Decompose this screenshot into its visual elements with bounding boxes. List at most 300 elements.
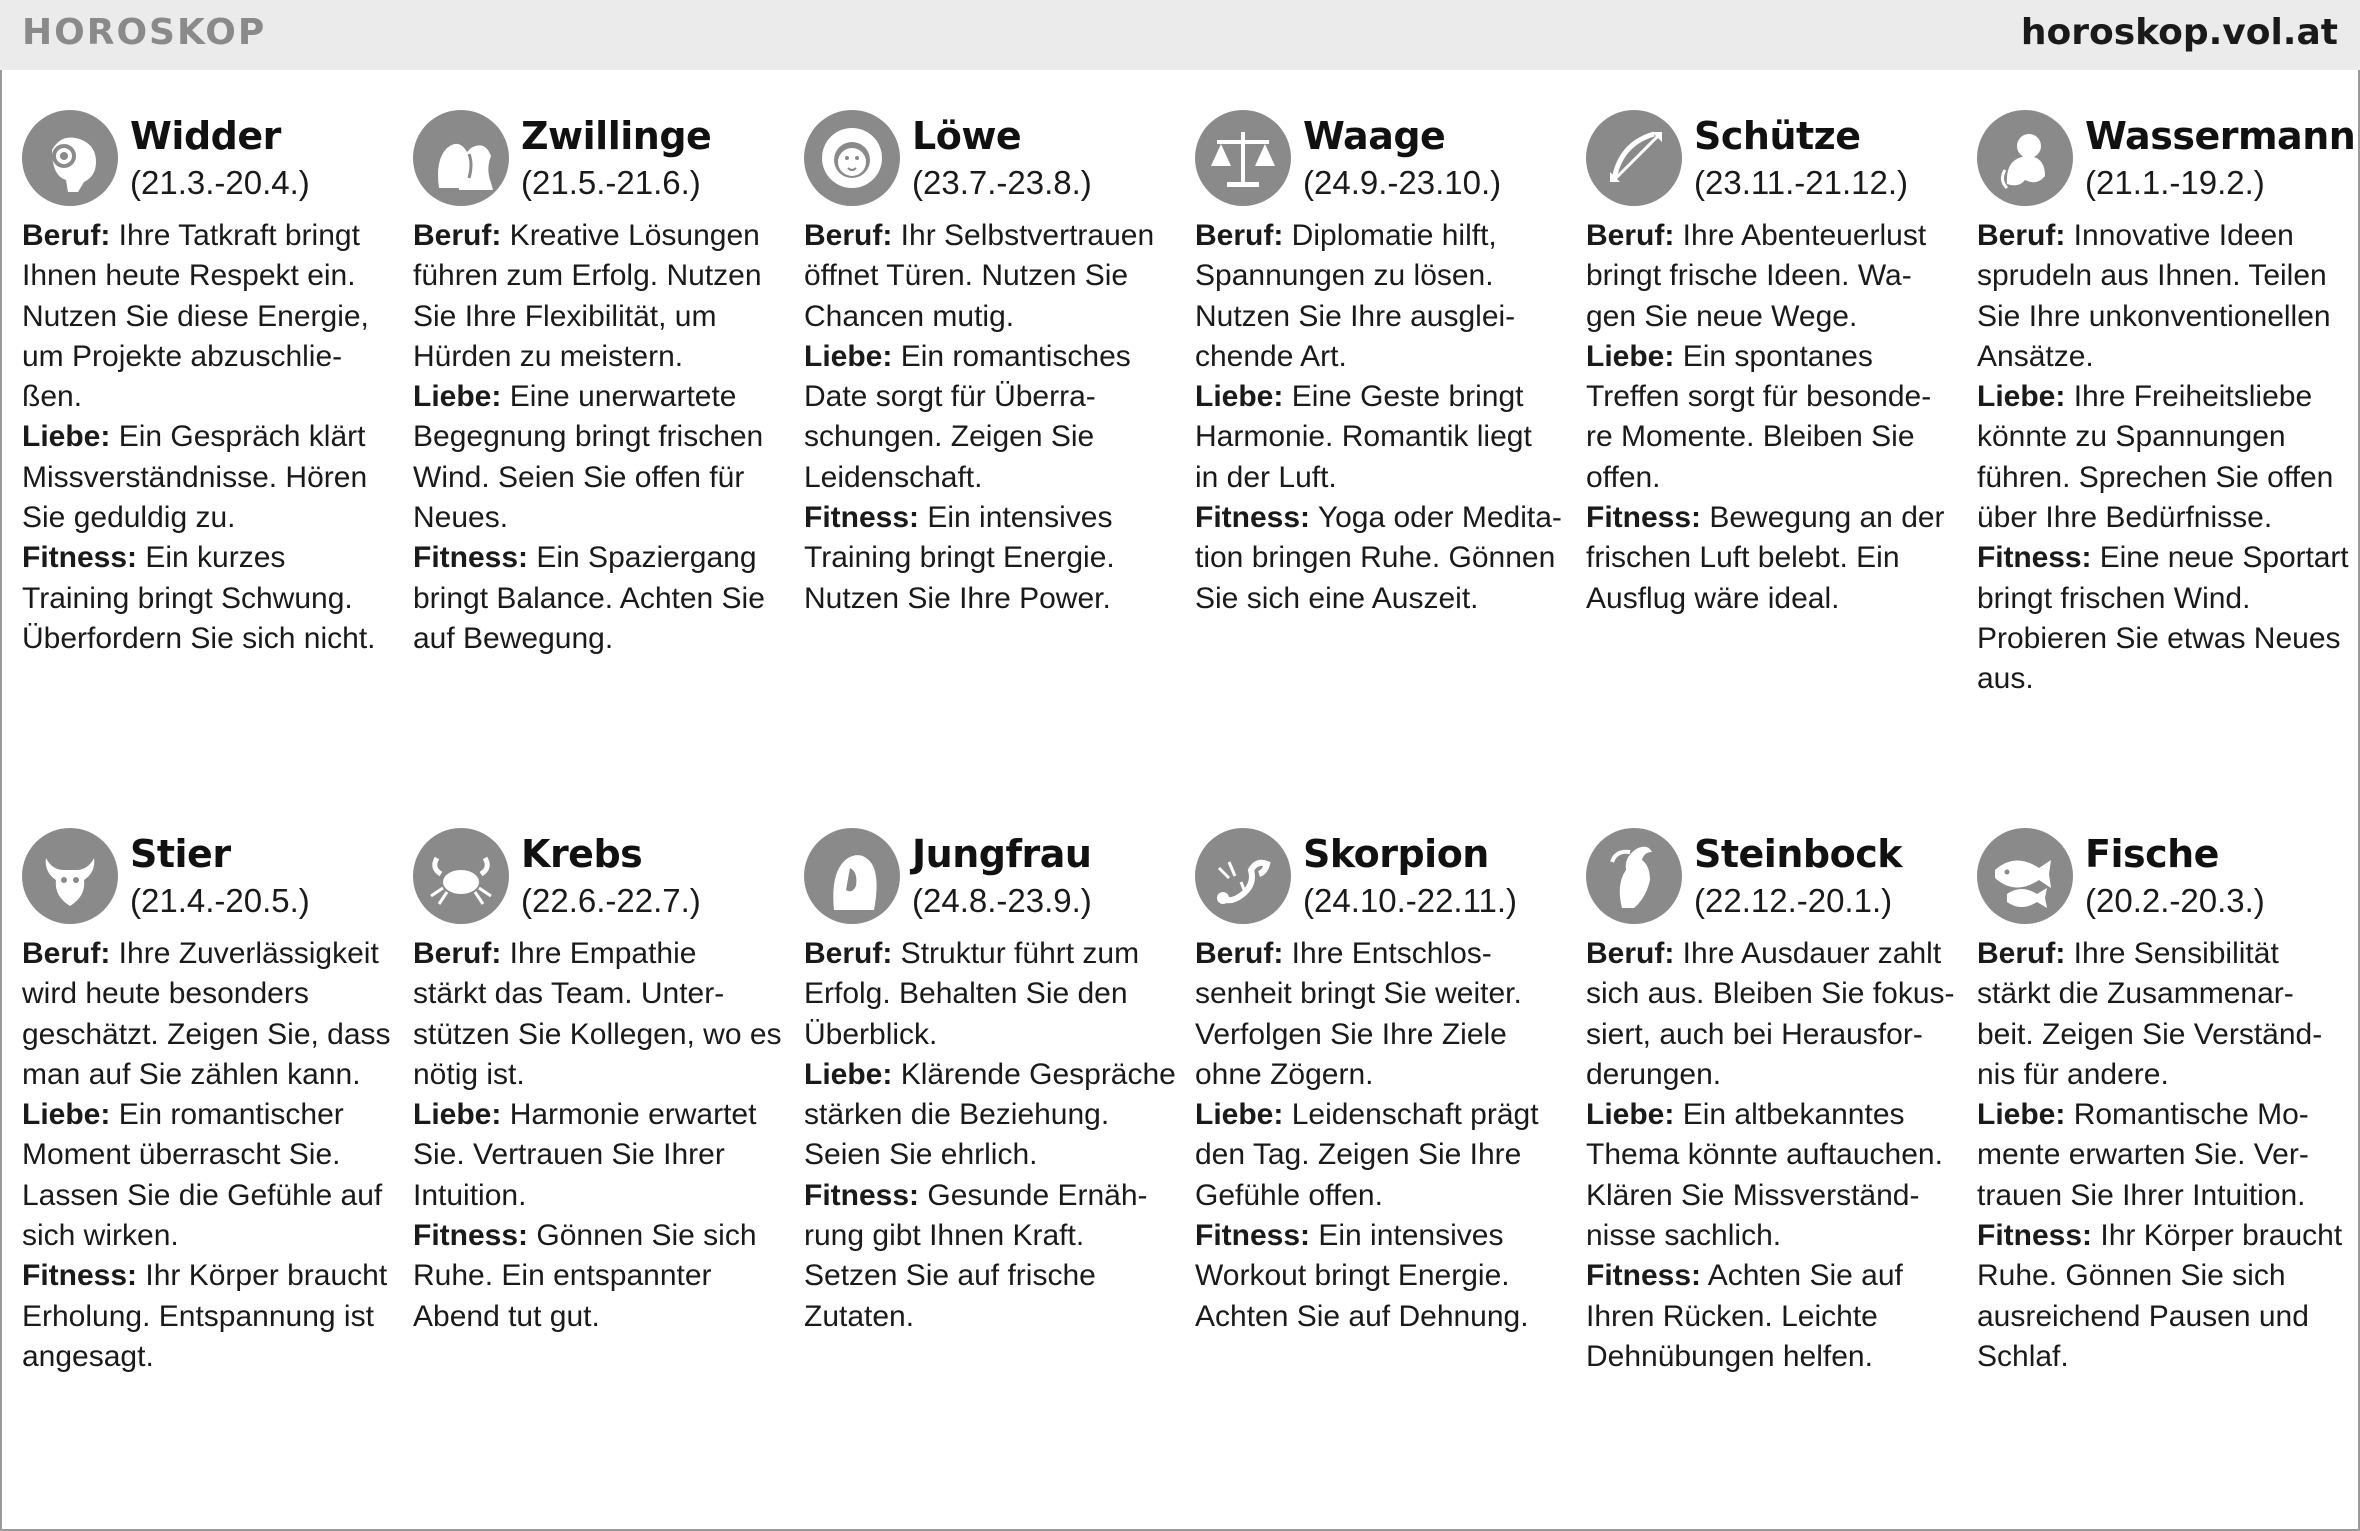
forecast-line [1586,1256,1956,1296]
forecast-line [1586,498,1956,538]
sign-widder [22,110,392,659]
forecast-label: Beruf: [1195,937,1284,970]
forecast-line [1195,297,1565,337]
forecast-text: könnte zu Spannungen [1977,420,2286,454]
forecast-line [22,337,392,377]
scorpion-icon [1195,828,1291,924]
sign-header [413,110,783,208]
forecast-label: Liebe: [1586,339,1675,373]
sign-name: Jungfrau [912,832,1092,876]
forecast-label: Beruf: [1586,219,1675,252]
forecast-text: Harmonie. Romantik liegt [1195,420,1532,454]
forecast-text: Nutzen Sie diese Energie, [22,299,369,333]
forecast-text: beit. Zeigen Sie Verständ- [1977,1017,2323,1051]
sign-header [413,828,783,926]
sign-forecast [804,216,1174,619]
forecast-line [413,498,783,538]
sign-name: Wassermann [2085,114,2356,158]
forecast-text: Ihre Zuverlässigkeit [110,937,379,970]
forecast-label: Fitness: [22,541,138,575]
sign-schütze [1586,110,1956,619]
forecast-text: Ruhe. Gönnen Sie sich [1977,1259,2286,1293]
forecast-text: nötig ist. [413,1057,525,1091]
forecast-text: Erfolg. Behalten Sie den [804,977,1128,1011]
forecast-line [1977,216,2347,256]
forecast-text: stärkt die Zusammenar- [1977,977,2294,1011]
sign-forecast [1195,934,1565,1337]
forecast-text: Nutzen Sie Ihre Power. [804,581,1111,615]
sign-header [1195,110,1565,208]
forecast-line [1977,1135,2347,1175]
forecast-line [804,337,1174,377]
forecast-label: Beruf: [413,937,502,970]
forecast-label: Fitness: [1586,1259,1702,1293]
forecast-text: Training bringt Schwung. [22,581,353,615]
forecast-line [1195,1055,1565,1095]
forecast-line [413,256,783,296]
sign-forecast [1586,216,1956,619]
forecast-text: Gefühle offen. [1195,1178,1383,1212]
sign-stier [22,828,392,1377]
forecast-text: Ausflug wäre ideal. [1586,581,1840,615]
forecast-line [1977,1055,2347,1095]
forecast-text: Hürden zu meistern. [413,339,684,373]
forecast-text: Ein kurzes [137,541,286,575]
forecast-line [1586,579,1956,619]
forecast-text: trauen Sie Ihrer Intuition. [1977,1178,2306,1212]
forecast-line [413,1095,783,1135]
forecast-line [1586,1135,1956,1175]
forecast-text: man auf Sie zählen kann. [22,1057,361,1091]
forecast-line [804,256,1174,296]
forecast-label: Fitness: [1977,1219,2093,1253]
lion-icon [804,110,900,206]
forecast-line [1586,1015,1956,1055]
ibex-icon [1586,828,1682,924]
forecast-text: Überblick. [804,1017,938,1051]
forecast-text: Klären Sie Missverständ- [1586,1178,1920,1212]
forecast-line [413,974,783,1014]
forecast-text: Lassen Sie die Gefühle auf [22,1178,383,1212]
forecast-text: Ihre Empathie [501,937,697,970]
forecast-text: Ihre Tatkraft bringt [110,219,360,252]
forecast-line [1195,934,1565,974]
forecast-line [22,934,392,974]
forecast-line [804,377,1174,417]
forecast-text: rung gibt Ihnen Kraft. [804,1219,1085,1253]
forecast-label: Beruf: [1977,937,2066,970]
forecast-line [1586,417,1956,457]
forecast-text: frischen Luft belebt. Ein [1586,541,1900,575]
forecast-line [1977,579,2347,619]
forecast-line [413,1015,783,1055]
forecast-text: stärkt das Team. Unter- [413,977,725,1011]
sign-forecast [1586,934,1956,1377]
forecast-line [1977,297,2347,337]
sign-header [804,828,1174,926]
forecast-text: Date sorgt für Überra- [804,380,1096,414]
forecast-text: Sie sich eine Auszeit. [1195,581,1479,615]
forecast-line [1195,1176,1565,1216]
forecast-line [1195,974,1565,1014]
forecast-text: Intuition. [413,1178,527,1212]
forecast-text: ßen. [22,380,83,414]
forecast-line [804,1015,1174,1055]
sign-forecast [413,934,783,1337]
sign-steinbock [1586,828,1956,1377]
forecast-line [1586,458,1956,498]
forecast-text: führen zum Erfolg. Nutzen [413,259,762,293]
forecast-line [1977,619,2347,659]
forecast-line [413,216,783,256]
forecast-line [413,1216,783,1256]
forecast-text: Missverständnisse. Hören [22,460,368,494]
forecast-label: Liebe: [1586,1098,1675,1132]
forecast-line [1977,377,2347,417]
forecast-text: sprudeln aus Ihnen. Teilen [1977,259,2327,293]
forecast-line [804,538,1174,578]
sign-dates: (22.12.-20.1.) [1694,882,1893,919]
forecast-label: Liebe: [804,339,893,373]
forecast-text: Gesunde Ernäh- [919,1178,1148,1212]
forecast-line [1586,337,1956,377]
forecast-line [1195,377,1565,417]
sign-header [1977,110,2356,208]
forecast-line [804,974,1174,1014]
forecast-line [1195,1297,1565,1337]
forecast-text: Sie Ihre unkonventionellen [1977,299,2331,333]
forecast-text: Ihre Abenteuerlust [1674,219,1927,252]
forecast-line [804,1216,1174,1256]
forecast-text: Spannungen zu lösen. [1195,259,1494,293]
forecast-text: Verfolgen Sie Ihre Ziele [1195,1017,1507,1051]
forecast-line [22,1095,392,1135]
sign-dates: (21.5.-21.6.) [521,164,701,201]
forecast-line [804,297,1174,337]
forecast-line [804,934,1174,974]
forecast-text: Ihre Sensibilität [2065,937,2279,970]
forecast-label: Liebe: [1977,1098,2066,1132]
forecast-text: nisse sachlich. [1586,1219,1782,1253]
archer-icon [1586,110,1682,206]
forecast-line [1977,256,2347,296]
forecast-line [1195,458,1565,498]
forecast-label: Beruf: [1586,937,1675,970]
forecast-text: Ansätze. [1977,339,2094,373]
forecast-text: Erholung. Entspannung ist [22,1299,374,1333]
forecast-text: Seien Sie ehrlich. [804,1138,1038,1172]
forecast-text: senheit bringt Sie weiter. [1195,977,1522,1011]
forecast-line [1977,538,2347,578]
forecast-line [413,458,783,498]
forecast-text: Yoga oder Medita- [1310,501,1562,535]
forecast-text: angesagt. [22,1339,154,1373]
sign-forecast [22,216,392,659]
forecast-text: Ihre Ausdauer zahlt [1674,937,1942,970]
forecast-text: Überfordern Sie sich nicht. [22,621,376,655]
forecast-line [1586,256,1956,296]
forecast-text: um Projekte abzuschlie- [22,339,343,373]
forecast-text: Ein Gespräch klärt [110,420,366,454]
forecast-line [413,1055,783,1095]
sign-forecast [413,216,783,659]
sign-dates: (24.8.-23.9.) [912,882,1092,919]
forecast-text: Zutaten. [804,1299,915,1333]
forecast-line [22,1176,392,1216]
forecast-text: Achten Sie auf [1701,1259,1903,1293]
forecast-label: Fitness: [22,1259,138,1293]
forecast-line [1977,1297,2347,1337]
forecast-text: Innovative Ideen [2065,219,2294,252]
forecast-text: stärken die Beziehung. [804,1098,1110,1132]
forecast-line [1977,1176,2347,1216]
sign-zwillinge [413,110,783,659]
forecast-text: sich wirken. [22,1219,179,1253]
forecast-text: Achten Sie auf Dehnung. [1195,1299,1529,1333]
forecast-line [22,297,392,337]
forecast-label: Liebe: [1195,380,1284,414]
forecast-line [413,337,783,377]
forecast-label: Fitness: [804,1178,920,1212]
sign-dates: (22.6.-22.7.) [521,882,701,919]
forecast-line [1977,417,2347,457]
sign-forecast [22,934,392,1377]
forecast-text: nis für andere. [1977,1057,2169,1091]
forecast-line [1195,1216,1565,1256]
forecast-line [804,216,1174,256]
forecast-text: über Ihre Bedürfnisse. [1977,501,2273,535]
forecast-text: bringt frischen Wind. [1977,581,2251,615]
forecast-text: stützen Sie Kollegen, wo es [413,1017,782,1051]
forecast-line [413,1256,783,1296]
forecast-text: den Tag. Zeigen Sie Ihre [1195,1138,1522,1172]
forecast-line [1195,498,1565,538]
sign-krebs [413,828,783,1337]
forecast-text: Ein intensives [919,501,1113,535]
forecast-text: Ein spontanes [1674,339,1873,373]
forecast-text: Abend tut gut. [413,1299,600,1333]
forecast-text: Sie geduldig zu. [22,501,236,535]
sign-dates: (21.4.-20.5.) [130,882,310,919]
bull-icon [22,828,118,924]
forecast-text: gen Sie neue Wege. [1586,299,1858,333]
forecast-text: Leidenschaft. [804,460,983,494]
sign-forecast [1195,216,1565,619]
forecast-line [1977,458,2347,498]
forecast-line [1977,934,2347,974]
forecast-text: Eine neue Sportart [2091,541,2349,575]
forecast-line [804,1095,1174,1135]
sign-dates: (24.9.-23.10.) [1303,164,1502,201]
forecast-text: mente erwarten Sie. Ver- [1977,1138,2309,1172]
forecast-line [804,1176,1174,1216]
forecast-text: Kreative Lösungen [501,219,760,252]
sign-header [1195,828,1565,926]
sign-wassermann [1977,110,2356,700]
forecast-line [1195,1256,1565,1296]
forecast-text: offen. [1586,460,1661,494]
forecast-text: Begegnung bringt frischen [413,420,764,454]
sign-header [22,110,392,208]
forecast-text: Moment überrascht Sie. [22,1138,341,1172]
forecast-text: ohne Zögern. [1195,1057,1374,1091]
ram-icon [22,110,118,206]
sign-dates: (21.1.-19.2.) [2085,164,2265,201]
forecast-label: Beruf: [1195,219,1284,252]
forecast-line [413,417,783,457]
forecast-label: Liebe: [413,1098,502,1132]
forecast-text: Struktur führt zum [892,937,1140,970]
forecast-label: Liebe: [413,380,502,414]
forecast-line [1586,934,1956,974]
forecast-line [1195,1015,1565,1055]
forecast-text: aus. [1977,662,2034,696]
forecast-label: Liebe: [22,420,111,454]
forecast-label: Liebe: [22,1098,111,1132]
forecast-line [804,1256,1174,1296]
forecast-label: Fitness: [413,1219,529,1253]
sign-name: Schütze [1694,114,1861,158]
site-link[interactable]: horoskop.vol.at [2020,12,2338,53]
forecast-line [1977,337,2347,377]
sign-forecast [1977,934,2347,1377]
sign-header [22,828,392,926]
forecast-line [804,498,1174,538]
forecast-text: Eine Geste bringt [1283,380,1524,414]
forecast-line [1586,1297,1956,1337]
forecast-line [413,297,783,337]
sign-dates: (20.2.-20.3.) [2085,882,2265,919]
forecast-text: öffnet Türen. Nutzen Sie [804,259,1129,293]
sign-name: Fische [2085,832,2219,876]
forecast-label: Fitness: [1195,501,1311,535]
forecast-text: auf Bewegung. [413,621,614,655]
forecast-line [1586,1337,1956,1377]
forecast-label: Beruf: [22,937,111,970]
forecast-text: Ihnen heute Respekt ein. [22,259,356,293]
forecast-text: Ihr Selbstvertrauen [892,219,1155,252]
forecast-text: Klärende Gespräche [892,1057,1176,1091]
forecast-text: Chancen mutig. [804,299,1015,333]
forecast-line [1195,216,1565,256]
forecast-line [22,1135,392,1175]
forecast-text: Workout bringt Energie. [1195,1259,1510,1293]
forecast-text: Gönnen Sie sich [528,1219,757,1253]
forecast-label: Liebe: [1977,380,2066,414]
forecast-label: Beruf: [1977,219,2066,252]
forecast-line [1977,498,2347,538]
forecast-line [1977,1337,2347,1377]
forecast-text: schungen. Zeigen Sie [804,420,1095,454]
forecast-text: Ruhe. Ein entspannter [413,1259,712,1293]
forecast-line [413,377,783,417]
forecast-text: sich aus. Bleiben Sie fokus- [1586,977,1955,1011]
forecast-label: Liebe: [1195,1098,1284,1132]
forecast-line [22,256,392,296]
forecast-text: Ein romantischer [110,1098,344,1132]
forecast-line [1586,1095,1956,1135]
forecast-label: Beruf: [413,219,502,252]
forecast-line [1195,579,1565,619]
forecast-line [22,498,392,538]
forecast-text: tion bringen Ruhe. Gönnen [1195,541,1556,575]
forecast-line [413,1297,783,1337]
forecast-text: Ihre Freiheitsliebe [2065,380,2313,414]
forecast-line [22,1055,392,1095]
forecast-text: Sie Ihre Flexibilität, um [413,299,717,333]
forecast-text: Ein intensives [1310,1219,1504,1253]
sign-dates: (24.10.-22.11.) [1303,882,1518,919]
forecast-line [804,1055,1174,1095]
scales-icon [1195,110,1291,206]
forecast-text: Sie. Vertrauen Sie Ihrer [413,1138,725,1172]
sign-name: Waage [1303,114,1446,158]
forecast-line [1977,1256,2347,1296]
forecast-text: Nutzen Sie Ihre ausglei- [1195,299,1516,333]
forecast-line [1977,1216,2347,1256]
forecast-text: führen. Sprechen Sie offen [1977,460,2334,494]
forecast-line [1977,974,2347,1014]
forecast-line [1586,538,1956,578]
forecast-text: geschätzt. Zeigen Sie, dass [22,1017,391,1051]
forecast-line [413,579,783,619]
sign-name: Steinbock [1694,832,1902,876]
forecast-line [1977,1015,2347,1055]
sign-skorpion [1195,828,1565,1337]
sign-jungfrau [804,828,1174,1337]
forecast-line [22,579,392,619]
forecast-line [1977,659,2347,699]
forecast-text: chende Art. [1195,339,1347,373]
forecast-label: Fitness: [1195,1219,1311,1253]
sign-name: Widder [130,114,281,158]
forecast-text: derungen. [1586,1057,1722,1091]
forecast-line [22,619,392,659]
forecast-text: Setzen Sie auf frische [804,1259,1096,1293]
forecast-text: Dehnübungen helfen. [1586,1339,1873,1373]
sign-name: Stier [130,832,231,876]
forecast-line [413,1135,783,1175]
forecast-line [804,579,1174,619]
forecast-line [1977,1095,2347,1135]
forecast-label: Liebe: [804,1057,893,1091]
sign-fische [1977,828,2347,1377]
forecast-text: siert, auch bei Herausfor- [1586,1017,1923,1051]
forecast-text: Bewegung an der [1701,501,1945,535]
forecast-label: Beruf: [22,219,111,252]
forecast-text: Leidenschaft prägt [1283,1098,1539,1132]
sign-header [1586,828,1956,926]
forecast-line [22,974,392,1014]
forecast-text: Wind. Seien Sie offen für [413,460,745,494]
forecast-text: ausreichend Pausen und [1977,1299,2309,1333]
forecast-line [804,458,1174,498]
forecast-text: Training bringt Energie. [804,541,1115,575]
forecast-text: Thema könnte auftauchen. [1586,1138,1943,1172]
forecast-line [22,377,392,417]
sign-header [1586,110,1956,208]
twins-icon [413,110,509,206]
forecast-line [1586,377,1956,417]
forecast-text: Probieren Sie etwas Neues [1977,621,2341,655]
forecast-line [1195,256,1565,296]
water-bearer-icon [1977,110,2073,206]
forecast-text: bringt frische Ideen. Wa- [1586,259,1912,293]
forecast-line [1586,1055,1956,1095]
forecast-line [1586,297,1956,337]
fish-icon [1977,828,2073,924]
sign-löwe [804,110,1174,619]
